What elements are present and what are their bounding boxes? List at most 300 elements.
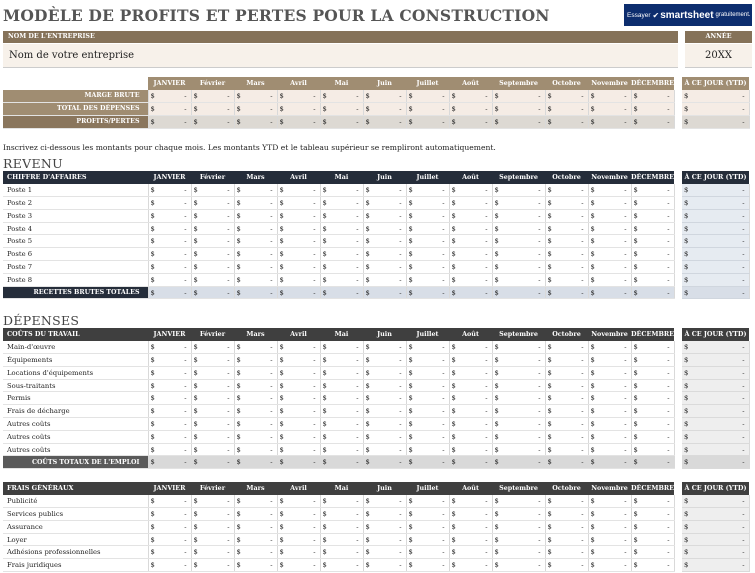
month-amount-cell[interactable] <box>492 495 545 508</box>
month-amount-cell[interactable] <box>588 443 631 456</box>
month-amount-cell[interactable] <box>449 533 492 546</box>
month-amount-cell[interactable] <box>545 379 588 392</box>
month-amount-cell[interactable] <box>320 559 363 572</box>
month-amount-cell[interactable] <box>363 184 406 197</box>
column-gap <box>674 533 682 546</box>
month-amount-cell[interactable] <box>492 533 545 546</box>
month-amount-cell[interactable] <box>234 443 277 456</box>
month-amount-cell[interactable] <box>277 341 320 354</box>
month-amount-cell[interactable] <box>277 418 320 431</box>
month-amount-cell[interactable] <box>148 533 191 546</box>
month-amount-cell[interactable] <box>363 222 406 235</box>
month-amount-cell[interactable] <box>588 197 631 210</box>
month-amount-cell[interactable] <box>234 248 277 261</box>
month-amount-cell[interactable] <box>363 235 406 248</box>
month-amount-cell[interactable] <box>363 520 406 533</box>
month-amount-cell[interactable] <box>588 379 631 392</box>
month-amount-cell[interactable] <box>148 184 191 197</box>
currency-symbol: $ <box>590 198 595 207</box>
month-amount-cell[interactable] <box>191 184 234 197</box>
month-amount-cell[interactable] <box>492 379 545 392</box>
month-amount-cell[interactable] <box>363 354 406 367</box>
column-gap <box>674 418 682 431</box>
month-amount-cell[interactable] <box>449 559 492 572</box>
month-amount-cell[interactable] <box>406 341 449 354</box>
month-amount-cell[interactable] <box>277 508 320 521</box>
month-amount-cell[interactable] <box>631 495 674 508</box>
month-amount-cell[interactable] <box>631 508 674 521</box>
year-field[interactable]: 20XX <box>685 44 752 68</box>
month-amount-cell[interactable] <box>234 341 277 354</box>
month-amount-cell[interactable] <box>492 546 545 559</box>
month-amount-cell[interactable] <box>588 235 631 248</box>
month-amount-cell[interactable] <box>631 341 674 354</box>
month-amount-cell[interactable] <box>277 222 320 235</box>
month-amount-cell[interactable] <box>363 533 406 546</box>
month-amount-cell[interactable] <box>363 209 406 222</box>
month-amount-cell[interactable] <box>148 546 191 559</box>
month-amount-cell[interactable] <box>631 222 674 235</box>
month-amount-cell[interactable] <box>191 392 234 405</box>
month-amount-cell[interactable] <box>191 520 234 533</box>
month-amount-cell[interactable] <box>148 405 191 418</box>
month-amount-cell[interactable] <box>320 405 363 418</box>
month-amount-cell[interactable] <box>234 222 277 235</box>
month-amount-cell[interactable] <box>320 379 363 392</box>
month-amount-cell[interactable] <box>449 379 492 392</box>
month-amount-cell[interactable] <box>588 273 631 286</box>
month-amount-cell[interactable] <box>277 235 320 248</box>
month-amount-cell[interactable] <box>492 559 545 572</box>
amount-value: - <box>667 496 670 505</box>
month-amount-cell[interactable] <box>406 222 449 235</box>
month-amount-cell[interactable] <box>277 430 320 443</box>
month-amount-cell[interactable] <box>588 366 631 379</box>
month-amount-cell[interactable] <box>492 235 545 248</box>
month-amount-cell[interactable] <box>631 197 674 210</box>
month-amount-cell[interactable] <box>234 508 277 521</box>
month-amount-cell[interactable] <box>631 559 674 572</box>
month-amount-cell[interactable] <box>492 222 545 235</box>
month-amount-cell[interactable] <box>148 222 191 235</box>
month-amount-cell[interactable] <box>277 248 320 261</box>
month-amount-cell[interactable] <box>234 418 277 431</box>
month-amount-cell[interactable] <box>631 405 674 418</box>
month-amount-cell[interactable] <box>492 392 545 405</box>
month-amount-cell[interactable] <box>191 209 234 222</box>
month-amount-cell[interactable] <box>545 273 588 286</box>
month-amount-cell[interactable] <box>492 248 545 261</box>
month-amount-cell[interactable] <box>277 209 320 222</box>
month-amount-cell[interactable] <box>406 443 449 456</box>
company-name-field[interactable]: Nom de votre entreprise <box>3 44 678 68</box>
month-amount-cell[interactable] <box>449 520 492 533</box>
month-amount-cell[interactable] <box>449 495 492 508</box>
month-amount-cell[interactable] <box>148 209 191 222</box>
month-amount-cell[interactable] <box>148 273 191 286</box>
month-amount-cell[interactable] <box>234 430 277 443</box>
month-amount-cell[interactable] <box>492 430 545 443</box>
month-amount-cell[interactable] <box>234 235 277 248</box>
month-amount-cell[interactable] <box>545 495 588 508</box>
month-amount-cell[interactable] <box>277 379 320 392</box>
month-amount-cell[interactable] <box>406 520 449 533</box>
month-amount-cell[interactable] <box>277 495 320 508</box>
month-amount-cell[interactable] <box>545 392 588 405</box>
month-amount-cell[interactable] <box>234 533 277 546</box>
month-amount-cell[interactable] <box>588 248 631 261</box>
month-amount-cell[interactable] <box>191 430 234 443</box>
month-amount-cell[interactable] <box>492 341 545 354</box>
month-amount-cell[interactable] <box>449 184 492 197</box>
month-amount-cell[interactable] <box>545 261 588 274</box>
currency-symbol: $ <box>451 548 456 557</box>
month-amount-cell[interactable] <box>234 273 277 286</box>
month-amount-cell[interactable] <box>277 520 320 533</box>
month-amount-cell[interactable] <box>277 197 320 210</box>
month-amount-cell[interactable] <box>234 184 277 197</box>
month-amount-cell[interactable] <box>320 184 363 197</box>
month-amount-cell[interactable] <box>406 405 449 418</box>
month-amount-cell[interactable] <box>545 418 588 431</box>
currency-symbol: $ <box>633 262 638 271</box>
month-amount-cell[interactable] <box>406 273 449 286</box>
month-amount-cell[interactable] <box>588 405 631 418</box>
month-amount-cell[interactable] <box>406 392 449 405</box>
month-amount-cell[interactable] <box>191 354 234 367</box>
row-label: Frais juridiques <box>3 559 148 572</box>
month-amount-cell[interactable] <box>406 430 449 443</box>
month-amount-cell[interactable] <box>449 354 492 367</box>
month-amount-cell[interactable] <box>191 273 234 286</box>
month-amount-cell[interactable] <box>492 197 545 210</box>
month-amount-cell[interactable] <box>320 495 363 508</box>
month-amount-cell[interactable] <box>449 546 492 559</box>
month-amount-cell[interactable] <box>148 261 191 274</box>
month-amount-cell[interactable] <box>406 508 449 521</box>
month-amount-cell[interactable] <box>363 430 406 443</box>
month-amount-cell[interactable] <box>588 341 631 354</box>
amount-value: - <box>742 509 745 518</box>
month-amount-cell[interactable] <box>148 508 191 521</box>
month-amount-cell[interactable] <box>277 184 320 197</box>
month-amount-cell[interactable] <box>148 418 191 431</box>
month-amount-cell[interactable] <box>588 418 631 431</box>
month-amount-cell[interactable] <box>191 508 234 521</box>
month-amount-cell[interactable] <box>363 366 406 379</box>
month-amount-cell[interactable] <box>588 354 631 367</box>
month-amount-cell[interactable] <box>492 366 545 379</box>
month-amount-cell[interactable] <box>588 559 631 572</box>
month-amount-cell[interactable] <box>148 443 191 456</box>
month-amount-cell[interactable] <box>148 366 191 379</box>
month-amount-cell <box>545 456 588 469</box>
month-amount-cell[interactable] <box>363 405 406 418</box>
month-amount-cell[interactable] <box>545 443 588 456</box>
month-amount-cell[interactable] <box>148 392 191 405</box>
month-amount-cell[interactable] <box>320 443 363 456</box>
currency-symbol: $ <box>547 458 552 467</box>
month-amount-cell[interactable] <box>191 495 234 508</box>
month-amount-cell[interactable] <box>449 430 492 443</box>
month-amount-cell[interactable] <box>234 559 277 572</box>
month-amount-cell[interactable] <box>148 379 191 392</box>
month-amount-cell[interactable] <box>588 209 631 222</box>
month-amount-cell[interactable] <box>449 508 492 521</box>
month-amount-cell[interactable] <box>492 508 545 521</box>
month-amount-cell[interactable] <box>277 405 320 418</box>
month-amount-cell[interactable] <box>631 184 674 197</box>
month-amount-cell[interactable] <box>631 354 674 367</box>
month-amount-cell[interactable] <box>406 248 449 261</box>
month-amount-cell[interactable] <box>148 354 191 367</box>
month-amount-cell[interactable] <box>406 546 449 559</box>
month-amount-cell[interactable] <box>191 222 234 235</box>
month-amount-cell[interactable] <box>449 235 492 248</box>
month-amount-cell[interactable] <box>363 379 406 392</box>
month-amount-cell[interactable] <box>588 222 631 235</box>
month-amount-cell[interactable] <box>320 430 363 443</box>
month-amount-cell[interactable] <box>363 273 406 286</box>
ytd-amount-cell <box>682 115 749 128</box>
month-amount-cell[interactable] <box>234 197 277 210</box>
month-amount-cell[interactable] <box>191 559 234 572</box>
month-amount-cell[interactable] <box>320 354 363 367</box>
month-amount-cell[interactable] <box>191 235 234 248</box>
month-amount-cell[interactable] <box>320 248 363 261</box>
month-amount-cell[interactable] <box>148 495 191 508</box>
month-amount-cell[interactable] <box>545 546 588 559</box>
amount-value: - <box>399 211 402 220</box>
month-amount-cell[interactable] <box>406 418 449 431</box>
month-amount-cell[interactable] <box>545 508 588 521</box>
month-amount-cell[interactable] <box>234 261 277 274</box>
month-amount-cell[interactable] <box>320 546 363 559</box>
month-amount-cell[interactable] <box>234 546 277 559</box>
month-amount-cell[interactable] <box>631 520 674 533</box>
month-amount-cell[interactable] <box>545 405 588 418</box>
month-amount-cell[interactable] <box>320 418 363 431</box>
month-amount-cell[interactable] <box>277 559 320 572</box>
month-amount-cell[interactable] <box>406 495 449 508</box>
month-amount-cell[interactable] <box>631 209 674 222</box>
month-amount-cell[interactable] <box>191 405 234 418</box>
month-amount-cell[interactable] <box>631 533 674 546</box>
month-amount-cell[interactable] <box>234 405 277 418</box>
month-amount-cell[interactable] <box>277 546 320 559</box>
month-amount-cell[interactable] <box>545 197 588 210</box>
month-amount-cell[interactable] <box>363 546 406 559</box>
month-amount-cell[interactable] <box>277 443 320 456</box>
month-amount-cell[interactable] <box>191 418 234 431</box>
month-amount-cell[interactable] <box>191 546 234 559</box>
month-amount-cell[interactable] <box>492 520 545 533</box>
month-amount-cell[interactable] <box>449 261 492 274</box>
month-amount-cell[interactable] <box>449 222 492 235</box>
month-amount-cell[interactable] <box>545 341 588 354</box>
month-amount-cell[interactable] <box>449 341 492 354</box>
month-amount-cell[interactable] <box>631 392 674 405</box>
month-amount-cell[interactable] <box>545 184 588 197</box>
month-amount-cell[interactable] <box>492 184 545 197</box>
month-amount-cell[interactable] <box>631 546 674 559</box>
month-amount-cell[interactable] <box>492 443 545 456</box>
month-amount-cell[interactable] <box>234 366 277 379</box>
currency-symbol: $ <box>547 275 552 284</box>
month-amount-cell[interactable] <box>320 209 363 222</box>
month-amount-cell[interactable] <box>588 495 631 508</box>
month-amount-cell[interactable] <box>191 533 234 546</box>
month-amount-cell[interactable] <box>277 261 320 274</box>
month-amount-cell[interactable] <box>277 392 320 405</box>
month-amount-cell[interactable] <box>234 354 277 367</box>
month-amount-cell[interactable] <box>492 418 545 431</box>
month-amount-cell[interactable] <box>631 248 674 261</box>
month-amount-cell[interactable] <box>449 405 492 418</box>
month-amount-cell[interactable] <box>363 495 406 508</box>
month-amount-cell[interactable] <box>406 379 449 392</box>
month-amount-cell[interactable] <box>148 197 191 210</box>
month-amount-cell[interactable] <box>148 559 191 572</box>
month-amount-cell[interactable] <box>234 392 277 405</box>
month-amount-cell[interactable] <box>363 508 406 521</box>
month-amount-cell[interactable] <box>363 443 406 456</box>
month-amount-cell[interactable] <box>363 197 406 210</box>
month-amount-cell[interactable] <box>406 209 449 222</box>
month-amount-cell[interactable] <box>406 184 449 197</box>
month-amount-cell[interactable] <box>363 248 406 261</box>
month-amount-cell[interactable] <box>492 209 545 222</box>
month-amount-cell[interactable] <box>363 392 406 405</box>
month-amount-cell[interactable] <box>545 430 588 443</box>
month-amount-cell[interactable] <box>320 261 363 274</box>
currency-symbol: $ <box>494 262 499 271</box>
month-amount-cell[interactable] <box>631 261 674 274</box>
month-amount-cell[interactable] <box>406 559 449 572</box>
month-amount-cell[interactable] <box>449 366 492 379</box>
month-amount-cell[interactable] <box>631 418 674 431</box>
month-amount-cell[interactable] <box>449 392 492 405</box>
month-amount-cell[interactable] <box>449 197 492 210</box>
month-amount-cell[interactable] <box>320 222 363 235</box>
month-amount-cell[interactable] <box>363 261 406 274</box>
month-amount-cell[interactable] <box>545 222 588 235</box>
month-amount-cell[interactable] <box>588 261 631 274</box>
month-amount-cell[interactable] <box>545 209 588 222</box>
month-amount-cell[interactable] <box>588 533 631 546</box>
month-amount-cell[interactable] <box>492 261 545 274</box>
month-amount-cell[interactable] <box>545 235 588 248</box>
month-amount-cell[interactable] <box>191 379 234 392</box>
month-amount-cell[interactable] <box>234 209 277 222</box>
month-amount-cell[interactable] <box>588 520 631 533</box>
month-amount-cell[interactable] <box>492 354 545 367</box>
month-amount-cell[interactable] <box>320 520 363 533</box>
month-amount-cell[interactable] <box>320 341 363 354</box>
month-amount-cell[interactable] <box>191 197 234 210</box>
month-amount-cell[interactable] <box>631 379 674 392</box>
month-amount-cell[interactable] <box>492 273 545 286</box>
month-amount-cell[interactable] <box>406 533 449 546</box>
month-amount-cell[interactable] <box>191 366 234 379</box>
month-amount-cell[interactable] <box>148 341 191 354</box>
amount-value: - <box>485 211 488 220</box>
month-amount-cell[interactable] <box>277 273 320 286</box>
month-amount-cell[interactable] <box>234 379 277 392</box>
month-amount-cell[interactable] <box>191 248 234 261</box>
month-amount-cell[interactable] <box>588 392 631 405</box>
amount-value: - <box>624 237 627 246</box>
month-amount-cell[interactable] <box>545 354 588 367</box>
month-amount-cell[interactable] <box>545 520 588 533</box>
month-amount-cell[interactable] <box>191 261 234 274</box>
month-amount-cell[interactable] <box>545 366 588 379</box>
month-amount-cell[interactable] <box>320 533 363 546</box>
smartsheet-promo-button[interactable] <box>624 4 752 26</box>
month-amount-cell[interactable] <box>148 520 191 533</box>
month-amount-cell[interactable] <box>406 354 449 367</box>
month-amount-cell[interactable] <box>234 495 277 508</box>
month-amount-cell[interactable] <box>363 341 406 354</box>
month-amount-cell[interactable] <box>191 443 234 456</box>
month-amount-cell[interactable] <box>545 559 588 572</box>
ytd-amount-cell <box>682 248 749 261</box>
month-amount-cell[interactable] <box>545 248 588 261</box>
overhead-row <box>3 559 749 572</box>
month-amount-cell[interactable] <box>320 273 363 286</box>
month-amount-cell[interactable] <box>631 430 674 443</box>
month-amount-cell[interactable] <box>320 392 363 405</box>
month-amount-cell[interactable] <box>277 533 320 546</box>
month-amount-cell[interactable] <box>588 546 631 559</box>
currency-symbol: $ <box>150 117 155 126</box>
amount-value: - <box>538 458 541 467</box>
month-amount-cell[interactable] <box>234 520 277 533</box>
month-amount-cell[interactable] <box>406 261 449 274</box>
month-amount-cell[interactable] <box>449 209 492 222</box>
month-amount-cell[interactable] <box>406 366 449 379</box>
month-amount-cell[interactable] <box>277 366 320 379</box>
month-amount-cell[interactable] <box>631 273 674 286</box>
month-amount-cell[interactable] <box>277 354 320 367</box>
month-amount-cell[interactable] <box>545 533 588 546</box>
month-amount-cell[interactable] <box>148 430 191 443</box>
month-amount-cell[interactable] <box>449 273 492 286</box>
month-amount-cell[interactable] <box>631 366 674 379</box>
month-amount-cell[interactable] <box>320 366 363 379</box>
month-amount-cell[interactable] <box>406 235 449 248</box>
month-amount-cell[interactable] <box>588 184 631 197</box>
month-amount-cell[interactable] <box>363 559 406 572</box>
month-amount-cell[interactable] <box>148 248 191 261</box>
month-amount-cell[interactable] <box>492 405 545 418</box>
month-amount-cell[interactable] <box>406 197 449 210</box>
month-amount-cell[interactable] <box>320 235 363 248</box>
month-amount-cell[interactable] <box>191 341 234 354</box>
month-amount-cell[interactable] <box>588 508 631 521</box>
month-amount-cell[interactable] <box>363 418 406 431</box>
currency-symbol: $ <box>150 445 155 454</box>
month-amount-cell[interactable] <box>449 443 492 456</box>
month-amount-cell[interactable] <box>320 197 363 210</box>
month-amount-cell[interactable] <box>588 430 631 443</box>
month-amount-cell[interactable] <box>631 443 674 456</box>
month-amount-cell[interactable] <box>631 235 674 248</box>
month-amount-cell[interactable] <box>320 508 363 521</box>
month-amount-cell[interactable] <box>148 235 191 248</box>
month-amount-cell[interactable] <box>449 248 492 261</box>
month-amount-cell[interactable] <box>449 418 492 431</box>
